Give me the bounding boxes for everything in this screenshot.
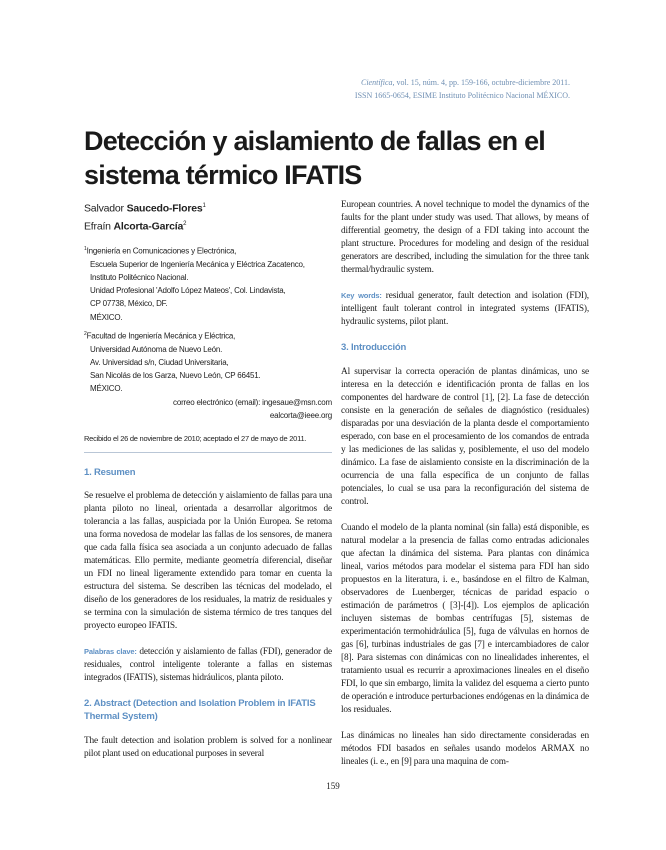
intro-paragraph-2: Cuando el modelo de la planta nominal (sin falla) está disponible, es natural modelar a la presencia de fallas como entradas adicionales que afectan la dinámica del sistema. Para plantas con dinámica lineal, varios métodos para modelar el sistema para FDI han sido propuestos en la literatura, i. e., basándose en el filtro de Kalman, observadores de Luenberger, técnicas de paridad espacio o estimación de parámetros ( [3]-[4]). Los ejemplos de aplicación incluyen sistemas de bombas centrífugas [5], sistemas de experimentación termohidráulica [5], fuga de válvulas en hornos de gas [6], turbinas industriales de gas [7] e intercambiadores de calor [8]. Para sistemas con dinámicas con no linealidades inherentes, el tratamiento usual es recurrir a aproximaciones lineales en el diseño FDI, lo que sin embargo, limita la validez del esquema a cierto punto de operación e introduce perturbaciones endógenas en la dinámica de los residuales. bbox=[341, 523, 589, 715]
abstract-text-start: The fault detection and isolation problem is solved for a nonlinear pilot plant used on educational purposes in several bbox=[84, 735, 332, 759]
affiliation-2: $^2$Facultad de Ingeniería Mecánica y Eléctrica, Universidad Autónoma de Nuevo León. Av. Universidad s/n, Ciudad Universitaria, San Nicolás de los Garza, Nuevo León, CP 66451. MÉXICO. bbox=[84, 330, 261, 394]
section-heading-introduccion: 3. Introducción bbox=[341, 342, 407, 353]
journal-citation: Científica, vol. 15, núm. 4, pp. 159-166, octubre-diciembre 2011. bbox=[360, 78, 570, 87]
email-line-2: ealcorta@ieee.org bbox=[269, 410, 332, 420]
palabras-clave: Palabras clave: detección y aislamiento de fallas (FDI), generador de residuales, control inteligente tolerante a fallas en sistemas integrados (IFATIS), sistemas hidráulicos, planta piloto. bbox=[84, 646, 332, 683]
email-line-1: correo electrónico (email): ingesaue@msn.com bbox=[173, 397, 332, 407]
article-title bbox=[84, 124, 584, 192]
affiliation-1: $^1$Ingeniería en Comunicaciones y Electrónica, Escuela Superior de Ingeniería Mecánica y Eléctrica Zacatenco, Instituto Politécnico Nacional. Unidad Profesional 'Adolfo López Mateos', Col. Lindavista, CP 07738, México, DF. MÉXICO. bbox=[84, 246, 305, 322]
resumen-text: Se resuelve el problema de detección y aislamiento de fallas para una planta piloto no lineal, orientada a desarrollar algoritmos de tolerancia a las fallas, auspiciada por la Unión Europea. Se retoma una forma novedosa de modelar las fallas de los sensores, de manera que cada falla física sea asociada a un conjunto adecuado de fallas matemáticas. Ello permite, mediante geometría diferencial, diseñar un FDI no lineal ligeramente extendido para tomar en cuenta la estructura del sistema. Se describen las técnicas del modelado, el diseño de los generadores de los residuales, la matriz de residuales y se termina con la simulación de sistema térmico de tres tanques del proyecto europeo IFATIS. bbox=[84, 490, 332, 631]
received-date: Recibido el 26 de noviembre de 2010; aceptado el 27 de mayo de 2011. bbox=[84, 434, 332, 453]
section-heading-abstract: 2. Abstract (Detection and Isolation Problem in IFATIS Thermal System) bbox=[84, 697, 316, 722]
intro-paragraph-3: Las dinámicas no lineales han sido directamente consideradas en métodos FDI basados en señales usando modelos ARMAX no lineales (i. e., en [9] para una maquina de com- bbox=[341, 731, 589, 767]
key-words: Key words: residual generator, fault detection and isolation (FDI), intelligent fault tolerant control in integrated systems (IFATIS), hydraulic systems, pilot plant. bbox=[341, 291, 589, 327]
page-number: 159 bbox=[326, 781, 340, 791]
journal-issn: ISSN 1665-0654, ESIME Instituto Politécnico Nacional MÉXICO. bbox=[354, 91, 570, 100]
left-column bbox=[84, 199, 332, 761]
section-heading-resumen: 1. Resumen bbox=[84, 466, 136, 478]
journal-header bbox=[355, 76, 570, 102]
abstract-text-continued: European countries. A novel technique to model the dynamics of the faults for the plant under study was used. That allows, by means of differential geometry, the design of a FDI taking into account the plant structure. Procedures for modeling and design of the residual generators are described, including the simulation for the three tank thermal/hydraulic system. bbox=[341, 200, 589, 275]
title-line-1: Detección y aislamiento de fallas en el bbox=[84, 126, 545, 156]
title-line-2: sistema térmico IFATIS bbox=[84, 160, 362, 190]
author-1: Salvador Saucedo-Flores$^1$ bbox=[84, 202, 206, 215]
intro-paragraph-1: Al supervisar la correcta operación de plantas dinámicas, uno se interesa en la detección e identificación pronta de fallas en los componentes del hardware de control [1], [2]. La fase de detección consiste en la generación de señales de diagnóstico (residuales) disparadas por una desviación de la planta desde el comportamiento esperado, con base en el procesamiento de los comandos de entrada y las mediciones de las salidas y, posiblemente, el uso del modelo dinámico. La fase de aislamiento consiste en la discriminación de la ocurrencia de una falla específica de un conjunto de fallas potenciales, lo cual se usa para la reconfiguración del sistema de control. bbox=[341, 367, 589, 507]
key-words-label: Key words: bbox=[341, 291, 382, 300]
palabras-clave-label: Palabras clave: bbox=[84, 646, 137, 656]
right-column bbox=[341, 199, 589, 769]
author-2: Efraín Alcorta-García$^2$ bbox=[84, 220, 187, 232]
author-emails bbox=[84, 396, 332, 422]
